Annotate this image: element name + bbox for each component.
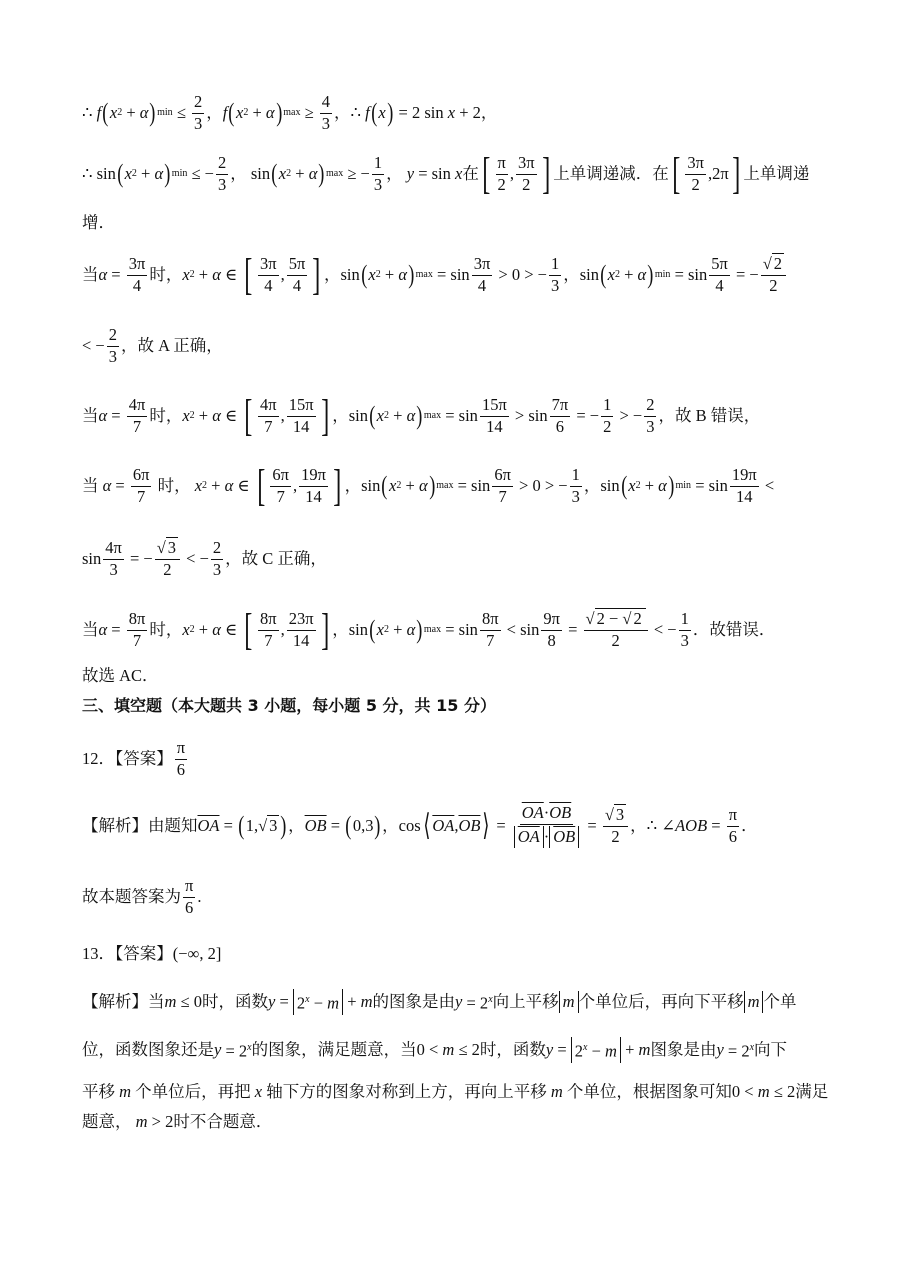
q13-answer: 13．【答案】 (−∞, 2] <box>82 944 222 963</box>
solution-line-5: < − $\frac{2}{3}$ ，故 A 正确， <box>82 324 223 366</box>
q12-answer: 12．【答案】 $\frac{\pi}{6}$ <box>82 737 186 779</box>
section-heading: 三、填空题（本大题共 3 小题，每小题 5 分，共 15 分） <box>82 696 496 715</box>
solution-line-6: 当 α = $\frac{4\pi}{7}$ 时， x 2 + α ∈ [ $\frac{4\pi}{7}$ , $\frac{15\pi}{14}$ ] ， sin ( x 2 + α ) max = sin $\frac{15\pi}{14}$ > sin $\frac{7\pi}{6}$ = − $\frac{1}{2}$ > − $\frac{2}{3}$ ，故 B 错误， <box>82 391 761 440</box>
q13-solution-line-4: 题意， m > 2 时不合题意． <box>82 1112 273 1131</box>
solution-line-9: 当 α = $\frac{8\pi}{7}$ 时， x 2 + α ∈ [ $\frac{8\pi}{7}$ , $\frac{23\pi}{14}$ ] ， sin ( x 2 + α ) max = sin $\frac{8\pi}{7}$ < sin $\frac{9\pi}{8}$ = $\frac{√ 2 - √ 2}{2}$ < − $\frac{1}{3}$ ．故错误． <box>82 605 776 654</box>
solution-line-2: ∴ sin ( x 2 + α ) min ≤ − $\frac{2}{3}$ ， sin ( x 2 + α ) max ≥ − $\frac{1}{3}$ ， y = sin x 在 [ $\frac{\pi}{2}$ , $\frac{3\pi}{2}$ ] 上单调递减．在 [ $\frac{3\pi}{2}$ ,2π ] 上单调递 <box>82 149 810 198</box>
solution-line-4: 当 α = $\frac{3\pi}{4}$ 时， x 2 + α ∈ [ $\frac{3\pi}{4}$ , $\frac{5\pi}{4}$ ] ， sin ( x 2 + α ) max = sin $\frac{3\pi}{4}$ > 0 > − $\frac{1}{3}$ ， sin ( x 2 + α ) min = sin $\frac{5\pi}{4}$ = − $\frac{√ 2}{2}$ <box>82 247 830 303</box>
q12-solution: 【解析】由题知 $\overline{OA}$ = ( 1,√ 3 ) ， $\overline{OB}$ = ( 0,3 ) ， cos ⟨ $\overline{OA}$ , $\overline{OB}$ ⟩ = $\frac{\overline{OA}\cdot\overline{OB}}{\overline{OA} \cdot \overline{OB}}$ = $\frac{√ 3}{2}$ ， ∴ ∠ AOB = $\frac{\pi}{6}$ ． <box>82 803 758 846</box>
q13-solution-line-3: 平移 m 个单位后，再把 x 轴下方的图象对称到上方，再向上平移 m 个单位，根据图象可知 0 < m ≤ 2 满足 <box>82 1082 829 1101</box>
solution-line-1: ∴ f ( x 2 + α ) min ≤ $\frac{2}{3}$ ， f ( x 2 + α ) max ≥ $\frac{4}{3}$ ， ∴ f ( x ) = 2 sin x + 2 ， <box>82 91 498 133</box>
solution-line-7: 当 α = $\frac{6\pi}{7}$ 时， x 2 + α ∈ [ $\frac{6\pi}{7}$ , $\frac{19\pi}{14}$ ] ， sin ( x 2 + α ) max = sin $\frac{6\pi}{7}$ > 0 > − $\frac{1}{3}$ ， sin ( x 2 + α ) min = sin $\frac{19\pi}{14}$ < <box>82 461 775 510</box>
solution-line-3: 增． <box>82 213 115 232</box>
q12-final: 故本题答案为 $\frac{\pi}{6}$ . <box>82 875 202 917</box>
q13-solution-line-1: 【解析】 当 m ≤ 0 时，函数 y = $2^x - m$ + m 的图象是由 y = $2^x$ 向上平移 m 个单位后，再向下平移 m 个单 <box>82 988 830 1016</box>
solution-line-8: sin $\frac{4\pi}{3}$ = − $\frac{√ 3}{2}$ < − $\frac{2}{3}$ ，故 C 正确， <box>82 537 327 579</box>
q13-solution-line-2: 位，函数图象还是 y = $2^x$ 的图象，满足题意，当 0 < m ≤ 2 时，函数 y = $2^x - m$ + m 图象是由 y = $2^x$ 向下 <box>82 1036 830 1064</box>
solution-line-10: 故选 AC． <box>82 666 159 685</box>
